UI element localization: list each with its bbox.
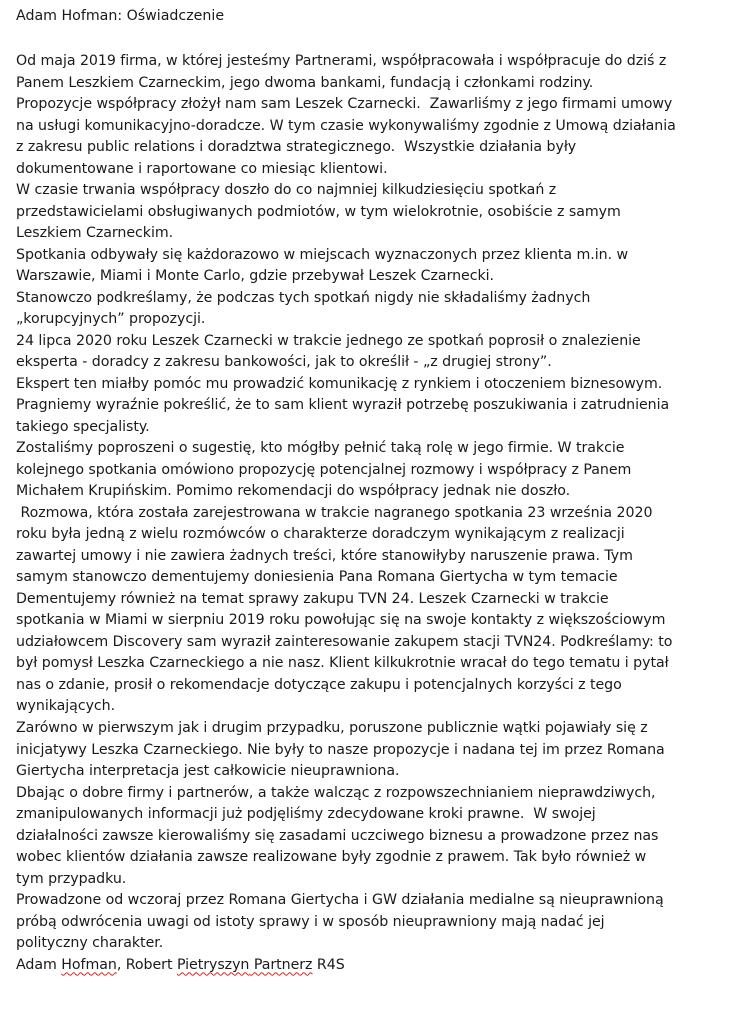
text-line: eksperta - doradcy z zakresu bankowości, jak to określił - „z drugiej strony”. bbox=[16, 354, 552, 371]
text-line: udziałowcem Discovery sam wyraził zainteresowanie zakupem stacji TVN24. Podkreślamy: to bbox=[16, 633, 673, 650]
text-line: takiego specjalisty. bbox=[16, 418, 150, 435]
text-line: zmanipulowanych informacji już podjęliśmy zdecydowane kroki prawne. W swojej bbox=[16, 806, 596, 823]
text-line: inicjatywy Leszka Czarneckiego. Nie były to nasze propozycje i nadana tej im przez Romana bbox=[16, 741, 665, 758]
text-line: Od maja 2019 firma, w której jesteśmy Partnerami, współpracowała i współpracuje do dziś z bbox=[16, 53, 667, 69]
text-line: Rozmowa, która została zarejestrowana w trakcie nagranego spotkania 23 września 2020 bbox=[16, 504, 653, 521]
text-line: W czasie trwania współpracy doszło do co najmniej kilkudziesięciu spotkań z bbox=[16, 182, 557, 199]
statement-body bbox=[16, 51, 732, 976]
text-line: Panem Leszkiem Czarneckim, jego dwoma bankami, fundacją i członkami rodziny. bbox=[16, 74, 594, 91]
text-line: Zarówno w pierwszym jak i drugim przypadku, poruszone publicznie wątki pojawiały się z bbox=[16, 719, 648, 736]
text-line: roku była jedną z wielu rozmówców o charakterze doradczym wynikającym z realizacji bbox=[16, 526, 625, 543]
text-line: Zostaliśmy poproszeni o sugestię, kto mógłby pełnić taką rolę w jego firmie. W trakcie bbox=[16, 440, 625, 457]
text-line: Spotkania odbywały się każdorazowo w miejscach wyznaczonych przez klienta m.in. w bbox=[16, 246, 629, 263]
document-title: Adam Hofman: Oświadczenie bbox=[16, 8, 225, 24]
signature-first-name: Adam bbox=[16, 956, 62, 973]
signature-suffix: R4S bbox=[312, 956, 345, 973]
signature-second-company: Partnerz bbox=[249, 956, 313, 973]
text-line: Warszawie, Miami i Monte Carlo, gdzie przebywał Leszek Czarnecki. bbox=[16, 268, 495, 285]
signature-second-surname: Pietryszyn bbox=[176, 956, 250, 973]
text-line: działalności zawsze kierowaliśmy się zasadami uczciwego biznesu a prowadzone przez nas bbox=[16, 827, 659, 844]
text-line: próbą odwrócenia uwagi od istoty sprawy i w sposób nieuprawniony mają nadać jej bbox=[16, 913, 605, 930]
signature-first-surname: Hofman bbox=[61, 956, 117, 973]
text-line: Propozycje współpracy złożył nam sam Leszek Czarnecki. Zawarliśmy z jego firmami umowy bbox=[16, 96, 673, 113]
text-line: 24 lipca 2020 roku Leszek Czarnecki w trakcie jednego ze spotkań poprosił o znalezienie bbox=[16, 332, 641, 349]
signature-separator: , Robert bbox=[116, 956, 177, 973]
signature-line bbox=[16, 955, 732, 977]
text-line: spotkania w Miami w sierpniu 2019 roku powołując się na swoje kontakty z większościowym bbox=[16, 612, 666, 629]
text-line: samym stanowczo dementujemy doniesienia Pana Romana Giertycha w tym temacie bbox=[16, 569, 618, 586]
text-line: wobec klientów działania zawsze realizowane były zgodnie z prawem. Tak było również w bbox=[16, 849, 647, 866]
text-line: kolejnego spotkania omówiono propozycję potencjalnej rozmowy i współpracy z Panem bbox=[16, 461, 632, 478]
text-line: Leszkiem Czarneckim. bbox=[16, 225, 174, 242]
text-line: tym przypadku. bbox=[16, 870, 127, 887]
text-line: polityczny charakter. bbox=[16, 935, 164, 952]
text-line: przedstawicielami obsługiwanych podmiotów, w tym wielokrotnie, osobiście z samym bbox=[16, 203, 621, 220]
text-line: Stanowczo podkreślamy, że podczas tych spotkań nigdy nie składaliśmy żadnych bbox=[16, 289, 591, 306]
text-line: dokumentowane i raportowane co miesiąc klientowi. bbox=[16, 160, 388, 177]
text-line: Dbając o dobre firmy i partnerów, a także walcząc z rozpowszechnianiem nieprawdziwych, bbox=[16, 784, 656, 801]
text-line: na usługi komunikacyjno-doradcze. W tym czasie wykonywaliśmy zgodnie z Umową działania bbox=[16, 117, 676, 134]
text-line: Prowadzone od wczoraj przez Romana Giertycha i GW działania medialne są nieuprawnioną bbox=[16, 892, 664, 909]
text-line: Giertycha interpretacja jest całkowicie nieuprawniona. bbox=[16, 763, 400, 780]
text-line: Michałem Krupińskim. Pomimo rekomendacji do współpracy jednak nie doszło. bbox=[16, 483, 571, 500]
text-line: był pomysł Leszka Czarneckiego a nie nasz. Klient kilkukrotnie wracał do tego tematu i pytał bbox=[16, 655, 669, 672]
text-line: Dementujemy również na temat sprawy zakupu TVN 24. Leszek Czarnecki w trakcie bbox=[16, 590, 609, 607]
text-line: z zakresu public relations i doradztwa strategicznego. Wszystkie działania były bbox=[16, 139, 577, 156]
text-line: „korupcyjnych” propozycji. bbox=[16, 311, 206, 328]
text-line: nas o zdanie, prosił o rekomendacje dotyczące zakupu i potencjalnych korzyści z tego bbox=[16, 676, 622, 693]
text-line: Ekspert ten miałby pomóc mu prowadzić komunikację z rynkiem i otoczeniem biznesowym. bbox=[16, 375, 663, 392]
text-line: Pragniemy wyraźnie pokreślić, że to sam klient wyraził potrzebę poszukiwania i zatrudnienia bbox=[16, 397, 670, 414]
text-line: zawartej umowy i nie zawiera żadnych treści, które stanowiłyby naruszenie prawa. Tym bbox=[16, 547, 633, 564]
text-line: wynikających. bbox=[16, 698, 116, 715]
